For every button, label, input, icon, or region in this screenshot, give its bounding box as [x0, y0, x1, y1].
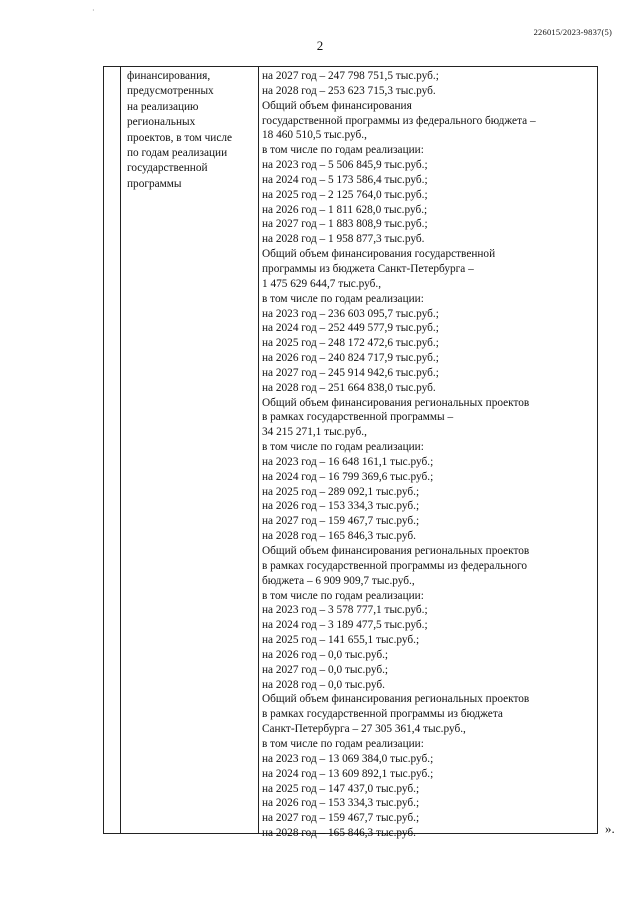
table-cell-financing-values [262, 69, 597, 841]
financing-value-line: на 2024 год – 13 609 892,1 тыс.руб.; [262, 767, 434, 780]
financing-value-line: на 2028 год – 165 846,3 тыс.руб. [262, 827, 416, 840]
financing-value-line: на 2025 год – 141 655,1 тыс.руб.; [262, 634, 420, 647]
financing-value-line: бюджета – 6 909 909,7 тыс.руб., [262, 574, 415, 587]
financing-value-line: на 2028 год – 253 623 715,3 тыс.руб. [262, 84, 436, 97]
financing-value-line: Общий объем финансирования региональных проектов [262, 545, 530, 557]
financing-value-line: государственной программы из федерального бюджета – [262, 114, 536, 127]
financing-value-line: в рамках государственной программы из бюджета [262, 708, 503, 721]
financing-value-line: на 2023 год – 5 506 845,9 тыс.руб.; [262, 159, 428, 172]
financing-value-line: на 2024 год – 16 799 369,6 тыс.руб.; [262, 470, 434, 483]
financing-value-line: на 2025 год – 2 125 764,0 тыс.руб.; [262, 188, 428, 201]
financing-value-line: в рамках государственной программы – [262, 411, 454, 424]
financing-value-line: Общий объем финансирования региональных проектов [262, 396, 530, 409]
financing-value-line: в том числе по годам реализации: [262, 292, 424, 305]
financing-value-line: на 2025 год – 248 172 472,6 тыс.руб.; [262, 337, 439, 350]
table-column-divider-2 [258, 67, 259, 833]
financing-value-line: на 2026 год – 240 824 717,9 тыс.руб.; [262, 352, 439, 365]
financing-value-line: на 2023 год – 3 578 777,1 тыс.руб.; [262, 604, 428, 617]
table-cell-parameter-name [127, 69, 257, 192]
financing-value-line: в рамках государственной программы из федерального [262, 559, 527, 572]
parameter-name-line: проектов, в том числе [127, 131, 232, 144]
financing-table [103, 66, 598, 840]
financing-value-line: на 2028 год – 165 846,3 тыс.руб. [262, 530, 416, 543]
financing-value-line: на 2026 год – 153 334,3 тыс.руб.; [262, 500, 420, 513]
financing-value-line: 34 215 271,1 тыс.руб., [262, 426, 367, 439]
parameter-name-line: программы [127, 177, 182, 190]
closing-quote-mark: ». [605, 821, 615, 836]
financing-value-line: в том числе по годам реализации: [262, 441, 424, 454]
scan-artifact-dot: · [92, 6, 95, 15]
parameter-name-line: на реализацию [127, 100, 199, 113]
financing-value-line: в том числе по годам реализации: [262, 737, 424, 750]
financing-value-line: на 2027 год – 247 798 751,5 тыс.руб.; [262, 70, 439, 82]
financing-value-line: на 2028 год – 1 958 877,3 тыс.руб. [262, 233, 425, 246]
financing-value-line: на 2025 год – 147 437,0 тыс.руб.; [262, 782, 420, 795]
financing-value-line: на 2027 год – 159 467,7 тыс.руб.; [262, 812, 420, 825]
financing-value-line: на 2024 год – 3 189 477,5 тыс.руб.; [262, 619, 428, 632]
financing-value-line: Общий объем финансирования государственной [262, 248, 496, 261]
financing-value-line: Санкт-Петербурга – 27 305 361,4 тыс.руб., [262, 723, 466, 736]
financing-value-line: Общий объем финансирования региональных проектов [262, 693, 530, 706]
financing-value-line: на 2027 год – 159 467,7 тыс.руб.; [262, 515, 420, 528]
financing-value-line: на 2027 год – 1 883 808,9 тыс.руб.; [262, 218, 428, 231]
financing-value-line: на 2023 год – 16 648 161,1 тыс.руб.; [262, 455, 434, 468]
financing-value-line: на 2027 год – 245 914 942,6 тыс.руб.; [262, 366, 439, 379]
page-number: 2 [316, 38, 324, 53]
financing-value-line: на 2023 год – 13 069 384,0 тыс.руб.; [262, 752, 434, 765]
financing-value-line: на 2028 год – 0,0 тыс.руб. [262, 678, 385, 691]
document-registration-code: 226015/2023-9837(5) [533, 27, 612, 37]
financing-value-line: на 2026 год – 1 811 628,0 тыс.руб.; [262, 203, 428, 216]
financing-value-line: Общий объем финансирования [262, 99, 412, 112]
financing-value-line: 18 460 510,5 тыс.руб., [262, 129, 367, 142]
financing-value-line: на 2026 год – 0,0 тыс.руб.; [262, 648, 389, 661]
parameter-name-line: государственной [127, 162, 208, 175]
financing-value-line: 1 475 629 644,7 тыс.руб., [262, 277, 382, 290]
table-column-divider-1 [120, 67, 121, 833]
financing-value-line: на 2025 год – 289 092,1 тыс.руб.; [262, 485, 420, 498]
financing-value-line: на 2024 год – 5 173 586,4 тыс.руб.; [262, 173, 428, 186]
financing-value-line: на 2027 год – 0,0 тыс.руб.; [262, 663, 389, 676]
parameter-name-line: предусмотренных [127, 85, 214, 98]
financing-value-line: на 2028 год – 251 664 838,0 тыс.руб. [262, 381, 436, 394]
parameter-name-line: региональных [127, 116, 196, 129]
parameter-name-line: по годам реализации [127, 147, 228, 160]
financing-value-line: на 2023 год – 236 603 095,7 тыс.руб.; [262, 307, 439, 320]
financing-value-line: программы из бюджета Санкт-Петербурга – [262, 262, 474, 275]
financing-value-line: в том числе по годам реализации: [262, 144, 424, 157]
financing-value-line: на 2026 год – 153 334,3 тыс.руб.; [262, 797, 420, 810]
financing-value-line: на 2024 год – 252 449 577,9 тыс.руб.; [262, 322, 439, 335]
parameter-name-line: финансирования, [127, 70, 211, 82]
financing-value-line: в том числе по годам реализации: [262, 589, 424, 602]
